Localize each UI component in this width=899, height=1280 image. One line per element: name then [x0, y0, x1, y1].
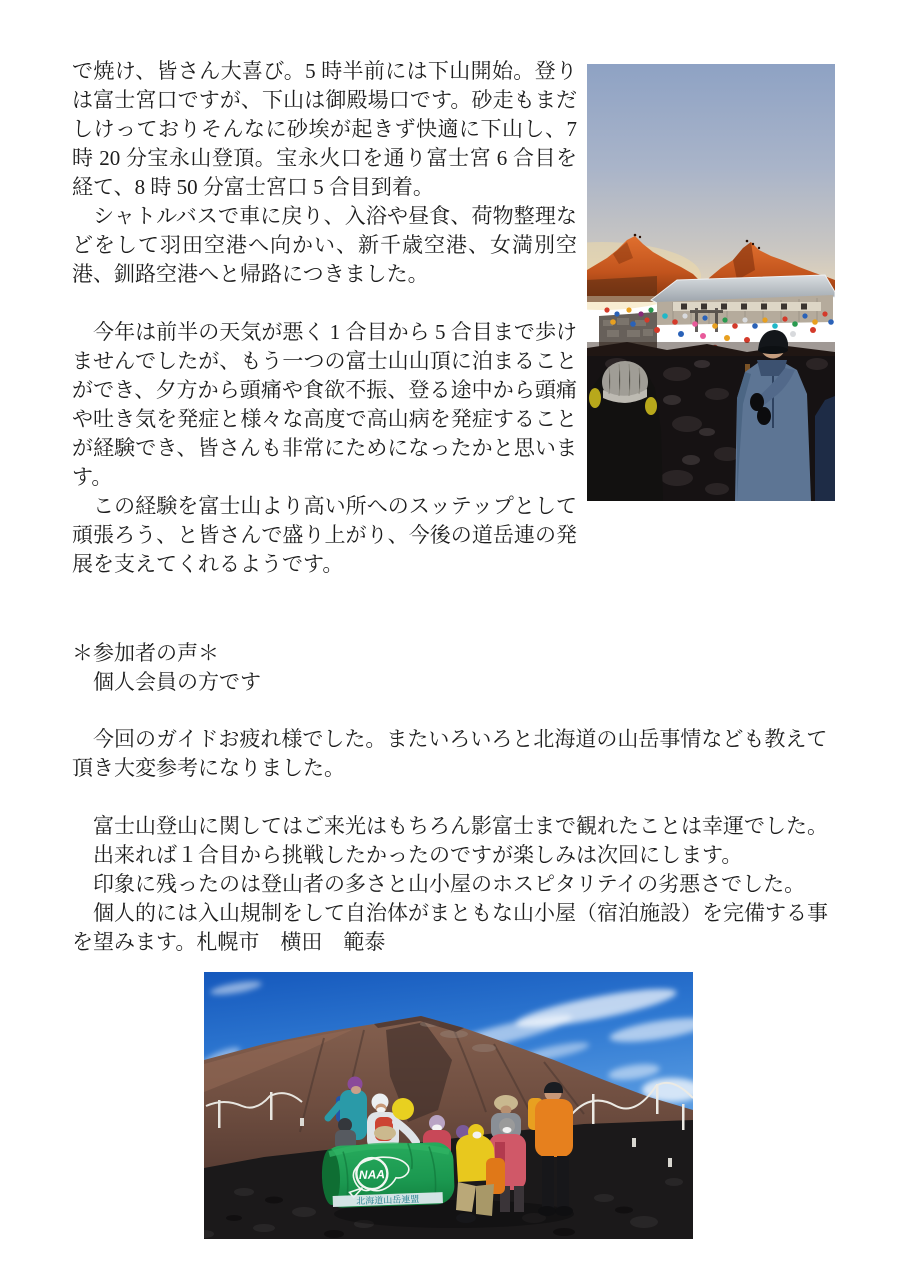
voice-comment: 出来れば１合目から挑戦したかったのですが楽しみは次回にします。 [72, 843, 743, 867]
blank-line [72, 697, 835, 725]
summit-hut-photo [587, 64, 835, 501]
voices-subheading: 個人会員の方です [72, 670, 261, 694]
voice-comment: 富士山登山に関してはご来光はもちろん影富士まで観れたことは幸運でした。 [72, 814, 828, 838]
blank-line [72, 289, 577, 318]
fuji-group-photo [204, 972, 693, 1239]
summit-hut-photo-image [587, 64, 835, 501]
narrative-paragraph: 今年は前半の天気が悪く 1 合目から 5 合目まで歩けませんでしたが、もう一つの富士山山頂に泊まることができ、夕方から頭痛や食欲不振、登る途中から頭痛や吐き気を発症と様々な高度で高山病を発症することが経験でき、皆さんも非常にためになったかと思います。 [72, 320, 577, 489]
voice-comment: 印象に残ったのは登山者の多さと山小屋のホスピタリテイの劣悪さでした。 [72, 872, 806, 896]
banner-text: 北海道山岳連盟 [356, 1193, 420, 1207]
association-banner [321, 1142, 455, 1209]
banner-logo-letters: NAA [358, 1167, 386, 1183]
blank-line [72, 783, 835, 812]
narrative-paragraph: シャトルバスで車に戻り、入浴や昼食、荷物整理などをして羽田空港へ向かい、新千歳空港、女満別空港、釧路空港へと帰路につきました。 [72, 204, 577, 286]
top-section [72, 57, 835, 579]
voices-heading: ＊参加者の声＊ [72, 641, 219, 665]
voice-comment: 個人的には入山規制をして自治体がまともな山小屋（宿泊施設）を完備する事を望みます。札幌市 横田 範泰 [72, 901, 828, 954]
voices-section [72, 639, 835, 957]
narrative-paragraph: この経験を富士山より高い所へのスッテップとして頑張ろう、と皆さんで盛り上がり、今後の道岳連の発展を支えてくれるようです。 [72, 494, 577, 576]
narrative-paragraph: で焼け、皆さん大喜び。5 時半前には下山開始。登りは富士宮口ですが、下山は御殿場口です。砂走もまだしけっておりそんなに砂埃が起きず快適に下山し、7 時 20 分宝永山登頂。宝永火口を通り富士宮 6 合目を経て、8 時 50 分富士宮口 5 合目到着。 [72, 59, 577, 199]
voice-comment: 今回のガイドお疲れ様でした。またいろいろと北海道の山岳事情なども教えて頂き大変参考になりました。 [72, 727, 828, 780]
fuji-group-photo-image [204, 972, 693, 1239]
narrative-column [72, 57, 577, 579]
